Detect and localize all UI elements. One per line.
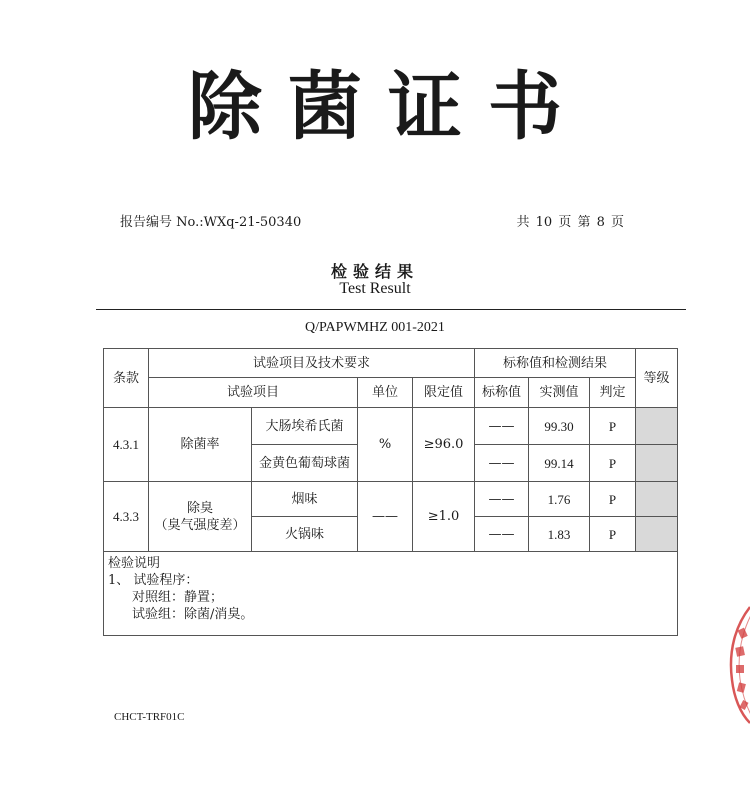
- grade-cell: [636, 408, 678, 445]
- certificate-title: 除菌证书: [188, 64, 588, 150]
- clause-cell: 4.3.1: [104, 408, 149, 482]
- form-code: CHCT-TRF01C: [114, 711, 185, 723]
- section-title-en: Test Result: [339, 280, 411, 297]
- measured-cell: 1.76: [529, 482, 590, 517]
- sub-item-cell: 烟味: [252, 482, 358, 517]
- limit-cell: ≥96.0: [413, 408, 475, 482]
- unit-cell: ——: [358, 482, 413, 552]
- header-unit: 单位: [358, 378, 413, 408]
- grade-cell: [636, 517, 678, 552]
- nominal-cell: ——: [475, 517, 529, 552]
- item-line: （臭气强度差）: [154, 517, 246, 533]
- header-nominal: 标称值: [475, 378, 529, 408]
- nominal-cell: ——: [475, 482, 529, 517]
- item-line: 除臭: [186, 500, 213, 516]
- measured-cell: 99.14: [529, 445, 590, 482]
- sub-item-cell: 大肠埃希氏菌: [252, 408, 358, 445]
- item-cell: [149, 482, 252, 552]
- header-nominal-measured: 标称值和检测结果: [475, 349, 636, 378]
- limit-cell: ≥1.0: [413, 482, 475, 552]
- judgment-cell: P: [590, 445, 636, 482]
- notes-line: 1、 试验程序：: [108, 573, 199, 588]
- notes-line: 对照组：静置；: [132, 590, 224, 605]
- measured-cell: 99.30: [529, 408, 590, 445]
- unit-cell: %: [358, 408, 413, 482]
- grade-cell: [636, 482, 678, 517]
- header-judgment: 判定: [590, 378, 636, 408]
- judgment-cell: P: [590, 408, 636, 445]
- notes-heading: 检验说明: [108, 556, 161, 571]
- header-grade: 等级: [636, 349, 678, 408]
- page-info: 共 10 页 第 8 页: [516, 215, 624, 230]
- sub-item-cell: 火锅味: [252, 517, 358, 552]
- table-row: [104, 482, 678, 517]
- nominal-cell: ——: [475, 445, 529, 482]
- header-clause: 条款: [104, 349, 149, 408]
- judgment-cell: P: [590, 482, 636, 517]
- grade-cell: [636, 445, 678, 482]
- test-result-table: [103, 348, 678, 636]
- red-seal-stamp: [722, 605, 750, 725]
- standard-code: Q/PAPWMHZ 001-2021: [305, 320, 445, 335]
- section-title-cn: 检验结果: [330, 262, 419, 281]
- header-test-items-requirements: 试验项目及技术要求: [149, 349, 475, 378]
- test-notes: [104, 552, 678, 636]
- report-number: 报告编号 No.:WXq-21-50340: [120, 215, 302, 230]
- nominal-cell: ——: [475, 408, 529, 445]
- header-divider: [96, 309, 686, 310]
- table-row: [104, 408, 678, 445]
- header-measured: 实测值: [529, 378, 590, 408]
- measured-cell: 1.83: [529, 517, 590, 552]
- header-limit: 限定值: [413, 378, 475, 408]
- sub-item-cell: 金黄色葡萄球菌: [252, 445, 358, 482]
- judgment-cell: P: [590, 517, 636, 552]
- header-test-item: 试验项目: [149, 378, 358, 408]
- notes-line: 试验组：除菌/消臭。: [132, 607, 254, 622]
- item-cell: 除菌率: [149, 408, 252, 482]
- clause-cell: 4.3.3: [104, 482, 149, 552]
